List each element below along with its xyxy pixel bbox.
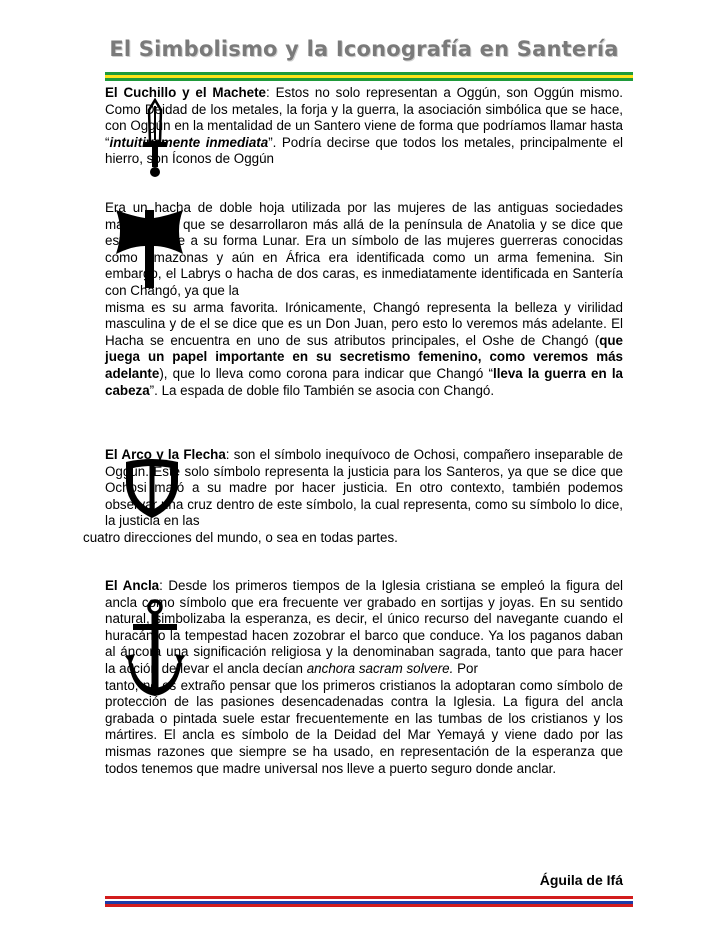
text-cuchillo-2: ”. Podría decirse que todos los metales, principalmente el hierro, son Íconos de Oggún	[105, 134, 624, 167]
section-arco	[83, 447, 623, 547]
bold-hacha-2: lleva la guerra en la cabeza	[105, 365, 623, 398]
paragraph-ancla-2: tanto, no es extraño pensar que los primeros cristianos la adoptaran como símbolo de protección de las pasiones desencadenadas contra la Iglesia. La figura del ancla grabada o pintada suele estar frecuentemente en las tumbas de los cristianos y los mártires. El ancla es símbolo de la Deidad del Mar Yemayá y viene dado por las mismas razones que siempre se ha usado, en representación de la esperanza que todos tenemos que madre universal nos lleve a puerto seguro donde anclar.	[105, 677, 623, 776]
paragraph-ancla-1	[105, 578, 623, 678]
paragraph-hacha-1: Era un hacha de doble hoja utilizada por las mujeres de las antiguas sociedades matriarcales que se desarrollaron más allá de la península de Anatolia y se dice que esto se debe a su forma Lunar. Era un símbolo de las mujeres guerreras conocidas como amazonas y aún en África era identificada como un arma femenina. Sin embargo, el Labrys o hacha de dos caras, es inmediatamente identificada en Santería con Changó, ya que la	[105, 200, 623, 298]
text-cuchillo-1: : Estos no solo representan a Oggún, son Oggún mismo. Como Deidad de los metales, la forja y la guerra, la asociación simbólica que se hace, con Oggún en la mentalidad de un Santero viene de forma que podríamos llamar hasta “	[105, 85, 623, 150]
paragraph-hacha-2	[105, 300, 623, 400]
top-stripe-green-2	[105, 78, 633, 81]
section-hacha	[105, 200, 623, 399]
footer-signature: Águila de Ifá	[539, 872, 623, 888]
paragraph-cuchillo	[105, 85, 623, 168]
text-arco-1: : son el símbolo inequívoco de Ochosi, compañero inseparable de Oggún. Este solo símbolo representa la justicia para los Santeros, ya que se dice que Ochosi mató a su madre por hacer justicia. En otro contexto, también podemos observar una cruz dentro de este símbolo, la cual representa, como su símbolo lo dice, la justicia en las	[105, 447, 623, 529]
heading-arco: El Arco y la Flecha	[105, 447, 226, 462]
text-hacha-4: ”. La espada de doble filo También se asocia con Changó.	[149, 382, 495, 398]
heading-cuchillo: El Cuchillo y el Machete	[105, 85, 267, 100]
paragraph-arco-2: cuatro direcciones del mundo, o sea en todas partes.	[83, 529, 398, 545]
emphasis-cuchillo: intuitivamente inmediata	[109, 134, 269, 150]
bold-hacha-1: que juega un papel importante en su secretismo femenino, como veremos más adelante	[105, 332, 623, 381]
section-cuchillo	[105, 85, 623, 168]
bottom-stripe-red-2	[105, 904, 633, 907]
page-title: El Simbolismo y la Iconografía en Santería	[109, 37, 619, 61]
paragraph-arco-1	[105, 447, 623, 530]
text-ancla-2: Por	[453, 660, 478, 676]
heading-ancla: El Ancla	[105, 578, 160, 593]
text-ancla-1: : Desde los primeros tiempos de la Iglesia cristiana se empleó la figura del ancla como símbolo que era frecuente ver grabado en sortijas y joyas. En su sentido natural, simbolizaba la esperanza, es decir, el único recurso del navegante cuando el huracán o la tempestad hacen zozobrar el barco que conduce. Ya los paganos daban al áncora una significación religiosa y la denominaban sagrada, tanto que para hacer la acción de levar el ancla decían	[105, 578, 624, 676]
text-hacha-2: misma es su arma favorita. Irónicamente, Changó representa la belleza y virilidad masculina y de el se dice que es un Don Juan, pero esto lo veremos más adelante. El Hacha se encuentra en uno de sus atributos principales, el Oshe de Changó (	[105, 299, 623, 348]
emphasis-ancla: anchora sacram solvere.	[306, 660, 454, 676]
section-ancla	[105, 578, 623, 777]
text-hacha-3: ), que lo lleva como corona para indicar que Changó “	[159, 365, 493, 381]
